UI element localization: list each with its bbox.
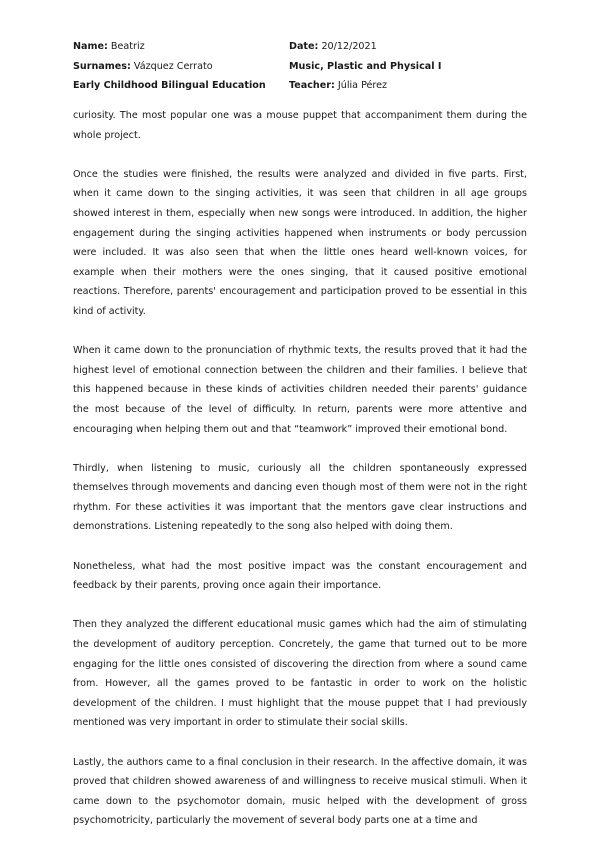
date-value: 20/12/2021 — [321, 41, 377, 52]
paragraph: Then they analyzed the different educational music games which had the aim of stimulating the development of auditory perception. Concretely, the game that turned out to be more engaging for the little ones consisted of discovering the direction from where a sound came from. However, all the games proved to be fantastic in order to work on the holistic development of the children. I must highlight that the mouse puppet that I had previously mentioned was very important in order to stimulate their social skills. — [73, 619, 527, 729]
paragraph: curiosity. The most popular one was a mouse puppet that accompaniment them during the whole project. — [73, 110, 527, 141]
surnames-line — [73, 57, 266, 77]
surnames-label: Surnames: — [73, 60, 131, 72]
date-label: Date: — [289, 41, 319, 52]
paragraph: When it came down to the pronunciation of rhythmic texts, the results proved that it had the highest level of emotional connection between the children and their families. I believe that this happened because in these kinds of activities children needed their parents' guidance the most because of the level of difficulty. In return, parents were more attentive and encouraging when helping them out and that “teamwork” improved their emotional bond. — [73, 345, 527, 435]
name-value: Beatriz — [110, 41, 145, 52]
name-label: Name: — [73, 41, 108, 52]
paragraph: Thirdly, when listening to music, curiously all the children spontaneously expressed themselves through movements and dancing even though most of them were not in the right rhythm. For these activities it was important that the mentors gave clear instructions and demonstrations. Listening repeatedly to the song also helped with doing them. — [73, 462, 527, 533]
degree-title: Early Childhood Bilingual Education — [73, 80, 266, 91]
paragraph: Once the studies were finished, the results were analyzed and divided in five parts. First, when it came down to the singing activities, it was seen that children in all age groups showed interest in them, especially when new songs were introduced. In addition, the higher engagement during the singing activities happened when instruments or body percussion were included. It was also seen that when the little ones heard well-known voices, for example when their mothers were the ones singing, that it caused positive emotional reactions. Therefore, parents' encouragement and participation proved to be essential in this kind of activity. — [73, 168, 527, 317]
paragraph: Lastly, the authors came to a final conclusion in their research. In the affective domain, it was proved that children showed awareness of and willingness to receive musical stimuli. When it came down to the psychomotor domain, music helped with the development of gross psychomotricity, particularly the movement of several body parts one at a time and — [73, 756, 527, 827]
teacher-label: Teacher: — [289, 80, 335, 91]
teacher-line — [289, 76, 441, 96]
date-line — [289, 37, 441, 57]
header-left-column — [73, 37, 266, 96]
document-body — [73, 106, 527, 851]
surnames-value: Vázquez Cerrato — [133, 60, 213, 72]
subject-title: Music, Plastic and Physical I — [289, 60, 442, 72]
name-line — [73, 37, 266, 57]
paragraph: Nonetheless, what had the most positive impact was the constant encouragement and feedback by their parents, proving once again their importance. — [73, 560, 527, 592]
header-right-column — [289, 37, 441, 96]
teacher-value: Júlia Pérez — [337, 80, 388, 91]
